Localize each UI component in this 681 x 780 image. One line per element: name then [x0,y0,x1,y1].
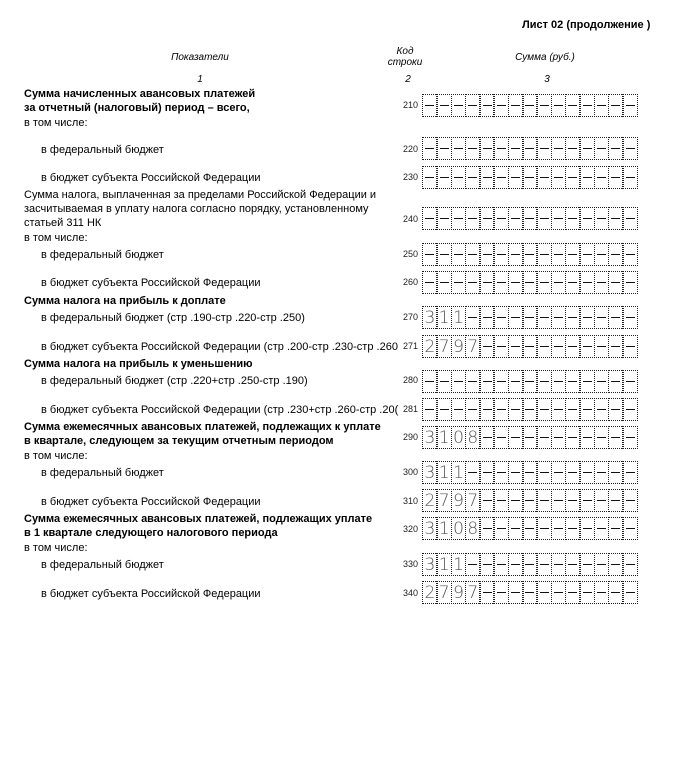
amount-cell[interactable]: 1 [451,306,467,329]
empty-cell-dash[interactable] [622,517,638,540]
amount-cell[interactable]: 1 [436,426,452,449]
empty-cell-dash[interactable] [622,426,638,449]
column-header-sum: Сумма (руб.) [515,52,575,63]
amount-cell[interactable]: 7 [465,581,481,604]
row-230-amount-field[interactable] [422,166,638,189]
column-number-2: 2 [405,74,411,85]
row-250-amount-field[interactable] [422,243,638,266]
amount-cell[interactable]: 1 [436,306,452,329]
empty-cell-dash[interactable] [622,137,638,160]
empty-cell-dash[interactable] [622,94,638,117]
row-280-amount-field[interactable] [422,370,638,393]
row-210-amount-field[interactable] [422,94,638,117]
row-230-code: 230 [402,172,418,182]
row-320-amount-field[interactable] [422,517,638,540]
row-300-code: 300 [402,467,418,477]
column-header-indicators: Показатели [171,52,229,63]
sheet-title: Лист 02 (продолжение ) [522,19,651,31]
row-220-amount-field[interactable] [422,137,638,160]
row-280-code: 280 [402,375,418,385]
empty-cell-dash[interactable] [622,489,638,512]
row-240-label-line3: статьей 311 НК [24,217,102,229]
row-320-sub: в том числе: [24,542,88,554]
column-number-3: 3 [544,74,550,85]
column-header-code [385,46,425,68]
row-250-code: 250 [402,249,418,259]
amount-cell[interactable]: 3 [422,517,438,540]
empty-cell-dash[interactable] [622,166,638,189]
empty-cell-dash[interactable] [622,370,638,393]
row-300-label: в федеральный бюджет [41,467,164,479]
row-330-label: в федеральный бюджет [41,559,164,571]
empty-cell-dash[interactable] [622,207,638,230]
row-271-code: 271 [402,341,418,351]
row-330-code: 330 [402,559,418,569]
row-340-amount-field[interactable] [422,581,638,604]
amount-cell[interactable]: 1 [451,553,467,576]
amount-cell[interactable]: 1 [451,461,467,484]
amount-cell[interactable]: 8 [465,426,481,449]
amount-cell[interactable]: 3 [422,306,438,329]
amount-cell[interactable]: 7 [465,335,481,358]
row-240-amount-field[interactable] [422,207,638,230]
row-281-amount-field[interactable] [422,398,638,421]
row-290-code: 290 [402,432,418,442]
row-271-label: в бюджет субъекта Российской Федерации (стр .200-стр .230-стр .260 [41,341,398,353]
empty-cell-dash[interactable] [622,581,638,604]
row-210-label-line2: за отчетный (налоговый) период – всего, [24,102,250,114]
row-240-sub: в том числе: [24,232,88,244]
row-230-label: в бюджет субъекта Российской Федерации [41,172,261,184]
amount-cell[interactable]: 8 [465,517,481,540]
row-300-amount-field[interactable] [422,461,638,484]
empty-cell-dash[interactable] [622,243,638,266]
row-210-label-line1: Сумма начисленных авансовых платежей [24,88,256,100]
amount-cell[interactable]: 2 [422,335,438,358]
amount-cell[interactable]: 7 [436,489,452,512]
amount-cell[interactable]: 3 [422,461,438,484]
row-280-label: в федеральный бюджет (стр .220+стр .250-стр .190) [41,375,308,387]
row-250-label: в федеральный бюджет [41,249,164,261]
row-260-amount-field[interactable] [422,271,638,294]
amount-cell[interactable]: 9 [451,581,467,604]
empty-cell-dash[interactable] [622,553,638,576]
row-290-label-line2: в квартале, следующем за текущим отчетным периодом [24,435,334,447]
amount-cell[interactable]: 1 [436,517,452,540]
row-281-label: в бюджет субъекта Российской Федерации (стр .230+стр .260-стр .20( [41,404,399,416]
row-260-code: 260 [402,277,418,287]
empty-cell-dash[interactable] [622,306,638,329]
row-320-label-line1: Сумма ежемесячных авансовых платежей, подлежащих уплате [24,513,373,525]
amount-cell[interactable]: 2 [422,489,438,512]
row-271-amount-field[interactable] [422,335,638,358]
amount-cell[interactable]: 9 [451,489,467,512]
row-320-code: 320 [402,524,418,534]
row-260-label: в бюджет субъекта Российской Федерации [41,277,261,289]
amount-cell[interactable]: 9 [451,335,467,358]
row-340-label: в бюджет субъекта Российской Федерации [41,588,261,600]
row-290-sub: в том числе: [24,450,88,462]
section-tax-decrease-title: Сумма налога на прибыль к уменьшению [24,358,253,370]
amount-cell[interactable]: 1 [436,461,452,484]
amount-cell[interactable]: 0 [451,426,467,449]
row-320-label-line2: в 1 квартале следующего налогового периода [24,527,278,539]
row-290-label-line1: Сумма ежемесячных авансовых платежей, подлежащих к уплате [24,421,381,433]
column-header-code-line2: строки [387,57,423,68]
row-340-code: 340 [402,588,418,598]
row-220-code: 220 [402,144,418,154]
row-270-code: 270 [402,312,418,322]
empty-cell-dash[interactable] [622,271,638,294]
row-240-label-line2: засчитываемая в уплату налога согласно порядку, установленному [24,203,369,215]
amount-cell[interactable]: 2 [422,581,438,604]
amount-cell[interactable]: 0 [451,517,467,540]
row-310-label: в бюджет субъекта Российской Федерации [41,496,261,508]
empty-cell-dash[interactable] [622,335,638,358]
amount-cell[interactable]: 3 [422,426,438,449]
row-290-amount-field[interactable] [422,426,638,449]
empty-cell-dash[interactable] [622,461,638,484]
row-220-label: в федеральный бюджет [41,144,164,156]
row-240-label-line1: Сумма налога, выплаченная за пределами Российской Федерации и [24,189,377,201]
row-270-label: в федеральный бюджет (стр .190-стр .220-стр .250) [41,312,305,324]
row-281-code: 281 [402,404,418,414]
row-240-code: 240 [402,214,418,224]
section-tax-payable-title: Сумма налога на прибыль к доплате [24,295,226,307]
empty-cell-dash[interactable] [622,398,638,421]
row-270-amount-field[interactable] [422,306,638,329]
row-310-code: 310 [402,496,418,506]
row-210-sub: в том числе: [24,117,88,129]
amount-cell[interactable]: 3 [422,553,438,576]
row-210-code: 210 [402,100,418,110]
row-310-amount-field[interactable] [422,489,638,512]
column-header-code-line1: Код [396,46,414,57]
amount-cell[interactable]: 7 [436,581,452,604]
column-number-1: 1 [197,74,203,85]
row-330-amount-field[interactable] [422,553,638,576]
amount-cell[interactable]: 7 [436,335,452,358]
amount-cell[interactable]: 7 [465,489,481,512]
amount-cell[interactable]: 1 [436,553,452,576]
